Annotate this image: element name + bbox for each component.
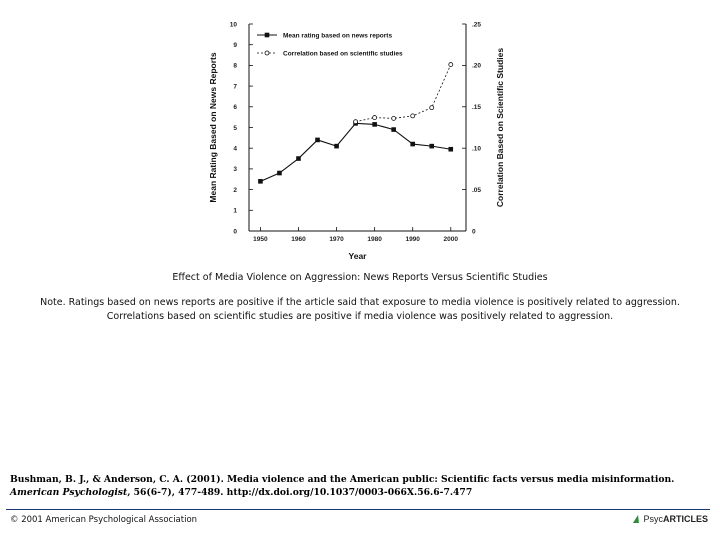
- correlation-point: [354, 120, 358, 124]
- news-rating-point: [410, 142, 415, 147]
- legend-news-marker: [265, 33, 270, 38]
- psycarticles-mark-icon: [633, 515, 641, 523]
- correlation-point: [449, 63, 453, 67]
- line-chart: [196, 14, 526, 266]
- news-rating-line: [260, 123, 450, 181]
- citation-line-1: Bushman, B. J., & Anderson, C. A. (2001). Media violence and the American public: Scientific facts versus media misinformation.: [10, 474, 675, 485]
- left-tick-label: 10: [229, 21, 237, 29]
- left-tick-label: 9: [233, 42, 237, 49]
- x-axis-title: Year: [348, 251, 367, 261]
- left-tick-label: 0: [233, 228, 237, 236]
- left-tick-label: 3: [233, 166, 237, 174]
- correlation-point: [430, 106, 434, 110]
- copyright-text: © 2001 American Psychological Association: [10, 515, 198, 525]
- legend-news-label: Mean rating based on news reports: [283, 32, 393, 40]
- left-tick-label: 4: [233, 145, 237, 153]
- right-tick-label: .05: [472, 186, 482, 194]
- right-axis-title: Correlation Based on Scientific Studies: [495, 47, 505, 208]
- right-tick-label: .15: [472, 104, 482, 112]
- news-rating-point: [391, 127, 396, 132]
- brand-suffix: ARTICLES: [663, 514, 708, 524]
- chart-figure: [196, 14, 526, 266]
- correlation-point: [411, 114, 415, 118]
- x-tick-label: 1990: [405, 236, 420, 243]
- left-axis-title: Mean Rating Based on News Reports: [208, 52, 218, 203]
- right-tick-label: .10: [472, 145, 482, 153]
- figure-caption: Effect of Media Violence on Aggression: News Reports Versus Scientific Studies: [172, 272, 548, 283]
- news-rating-point: [334, 144, 339, 149]
- correlation-point: [373, 116, 377, 120]
- citation-journal: American Psychologist: [10, 487, 128, 498]
- citation: [10, 473, 710, 499]
- correlation-line: [356, 65, 451, 122]
- x-tick-label: 2000: [443, 236, 459, 243]
- news-rating-point: [448, 147, 453, 152]
- news-rating-point: [429, 144, 434, 149]
- psycarticles-logo: [634, 514, 708, 524]
- news-rating-point: [315, 138, 320, 143]
- x-tick-label: 1970: [329, 236, 344, 243]
- left-tick-label: 5: [233, 124, 237, 132]
- right-tick-label: .20: [472, 62, 482, 70]
- news-rating-point: [372, 122, 377, 127]
- figure-note: Note. Ratings based on news reports are positive if the article said that exposure to media violence is positively related to aggression. Correlations based on scientific studies are positive if media violence was positively related to aggression.: [40, 297, 680, 322]
- left-tick-label: 6: [233, 104, 237, 112]
- news-rating-point: [296, 156, 301, 161]
- correlation-point: [392, 116, 396, 120]
- citation-details: , 56(6-7), 477-489. http://dx.doi.org/10.1037/0003-066X.56.6-7.477: [127, 487, 473, 498]
- citation-line-2: [10, 486, 710, 499]
- legend-correlation-marker: [265, 51, 269, 55]
- right-tick-label: 0: [472, 228, 476, 236]
- left-tick-label: 8: [233, 62, 237, 70]
- legend-correlation-label: Correlation based on scientific studies: [283, 50, 403, 58]
- news-rating-point: [277, 171, 282, 176]
- x-tick-label: 1960: [291, 236, 306, 243]
- brand-prefix: Psyc: [643, 514, 663, 524]
- left-tick-label: 2: [233, 186, 237, 194]
- x-tick-label: 1950: [253, 236, 268, 243]
- news-rating-point: [258, 179, 263, 184]
- left-tick-label: 7: [233, 83, 237, 91]
- right-tick-label: .25: [472, 21, 482, 29]
- footer-divider: [6, 509, 710, 510]
- left-tick-label: 1: [233, 207, 237, 215]
- x-tick-label: 1980: [367, 236, 382, 243]
